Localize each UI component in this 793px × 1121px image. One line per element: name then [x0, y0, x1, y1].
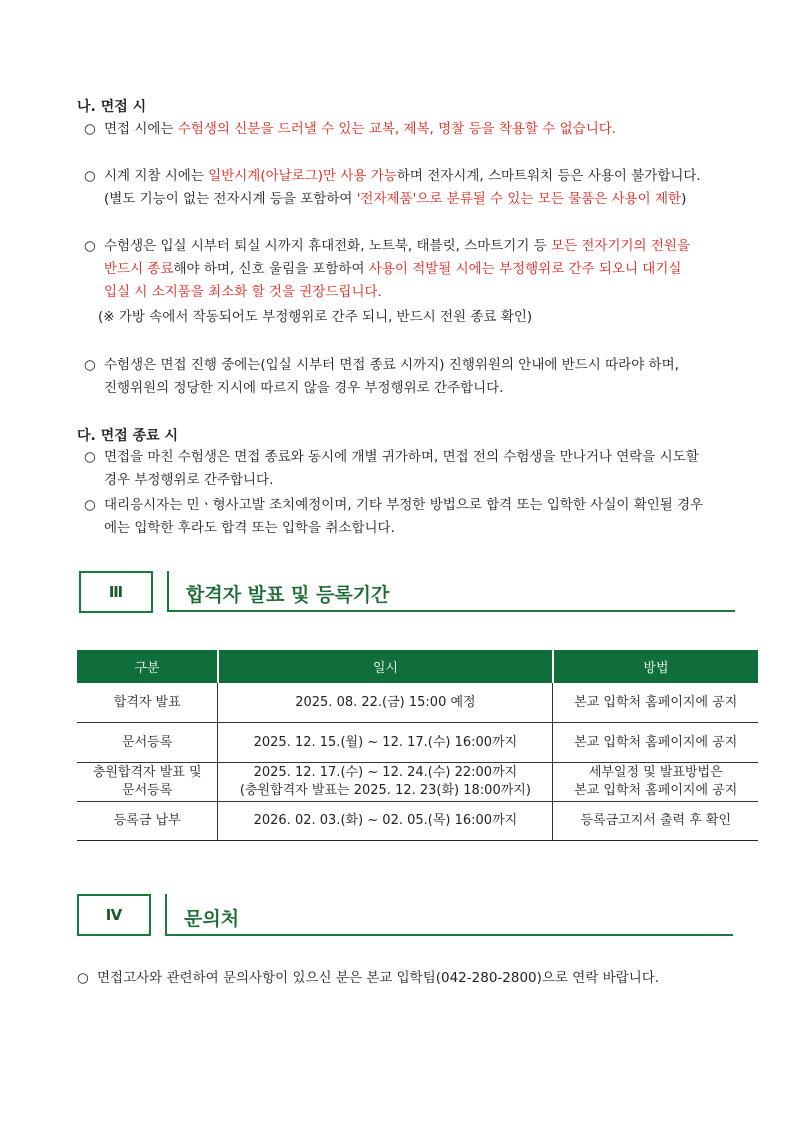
section3-title: 합격자 발표 및 등록기간 [186, 584, 390, 606]
interview-bullet-4 [84, 354, 744, 400]
red-text: 모든 전자기기의 전원을 [551, 238, 691, 254]
text: (별도 기능이 없는 전자시계 등을 포함하여 [104, 191, 357, 207]
red-text: 사용이 적발될 시에는 부정행위로 간주 되오니 대기실 [368, 261, 682, 277]
bullet-mark: ○ [84, 238, 96, 254]
text: ) [681, 191, 687, 207]
interview-bullet-2 [84, 165, 744, 211]
cell-method: 본교 입학처 홈페이지에 공지 [553, 723, 758, 763]
section4-divider [165, 894, 167, 935]
text: 수험생은 면접 진행 중에는(입실 시부터 면접 종료 시까지) 진행위원의 안내에 반드시 따라야 하며, [104, 357, 679, 373]
interview-heading: 나. 면접 시 [77, 99, 147, 115]
end-bullet-2 [84, 494, 744, 540]
table-row [77, 683, 758, 723]
text: 수험생은 입실 시부터 퇴실 시까지 휴대전화, 노트북, 태블릿, 스마트기기 등 [104, 238, 552, 254]
header-category: 구분 [77, 650, 218, 683]
table-row [77, 802, 758, 841]
text: 에는 입학한 후라도 합격 또는 입학을 취소합니다. [104, 520, 395, 536]
bullet-mark: ○ [84, 497, 96, 513]
section4-number-box: Ⅳ [77, 894, 151, 936]
cell-datetime: 2025. 12. 17.(수) ~ 12. 24.(수) 22:00까지 (충원합격자 발표는 2025. 12. 23(화) 18:00까지) [218, 763, 553, 802]
cell-datetime: 2025. 08. 22.(금) 15:00 예정 [218, 683, 553, 723]
header-method: 방법 [553, 650, 758, 683]
section4-title: 문의처 [184, 908, 240, 930]
cell-method: 본교 입학처 홈페이지에 공지 [553, 683, 758, 723]
contact-text: 면접고사와 관련하여 문의사항이 있으신 분은 본교 입학팀(042-280-2800)으로 연락 바랍니다. [97, 970, 660, 986]
red-text: 일반시계(아날로그)만 사용 가능 [208, 168, 397, 184]
header-datetime: 일시 [218, 650, 553, 683]
red-text: '전자제품'으로 분류될 수 있는 모든 물품은 사용이 제한 [356, 191, 682, 207]
text: 시계 지참 시에는 [104, 168, 209, 184]
cell-method: 세부일정 및 발표방법은 본교 입학처 홈페이지에 공지 [553, 763, 758, 802]
text: 면접 시에는 [104, 121, 178, 137]
section3-divider [167, 571, 169, 611]
section3-underline [167, 610, 735, 612]
interview-bullet-1 [84, 118, 744, 141]
cell-category: 충원합격자 발표 및 문서등록 [77, 763, 218, 802]
cell-category: 합격자 발표 [77, 683, 218, 723]
cell-method: 등록금고지서 출력 후 확인 [553, 802, 758, 841]
table-header-row [77, 650, 758, 683]
end-bullet-1 [84, 446, 744, 492]
cell-datetime: 2026. 02. 03.(화) ~ 02. 05.(목) 16:00까지 [218, 802, 553, 841]
red-text: 입실 시 소지품을 최소화 할 것을 권장드립니다. [104, 284, 382, 300]
cell-category: 문서등록 [77, 723, 218, 763]
cell-category: 등록금 납부 [77, 802, 218, 841]
section3-number-box: Ⅲ [79, 571, 153, 613]
end-heading: 다. 면접 종료 시 [77, 428, 179, 444]
red-text: 수험생의 신분을 드러낼 수 있는 교복, 제복, 명찰 등을 착용할 수 없습니다. [177, 121, 617, 137]
bullet-mark: ○ [84, 449, 96, 465]
cell-datetime: 2025. 12. 15.(월) ~ 12. 17.(수) 16:00까지 [218, 723, 553, 763]
bullet-mark: ○ [84, 357, 96, 373]
text: 해야 하며, 신호 울림을 포함하여 [173, 261, 369, 277]
bullet-mark: ○ [77, 970, 89, 986]
interview-note: (※ 가방 속에서 작동되어도 부정행위로 간주 되니, 반드시 전원 종료 확인) [98, 309, 533, 325]
red-text: 반드시 종료 [104, 261, 174, 277]
text: 대리응시자는 민ㆍ형사고발 조치예정이며, 기타 부정한 방법으로 합격 또는 입학한 사실이 확인될 경우 [104, 497, 704, 513]
text: 하며 전자시계, 스마트워치 등은 사용이 불가합니다. [396, 168, 701, 184]
table-row [77, 723, 758, 763]
text: 진행위원의 정당한 지시에 따르지 않을 경우 부정행위로 간주합니다. [104, 380, 504, 396]
bullet-mark: ○ [84, 168, 96, 184]
schedule-table [77, 650, 758, 841]
table-row [77, 763, 758, 802]
text: 경우 부정행위로 간주합니다. [104, 472, 274, 488]
bullet-mark: ○ [84, 121, 96, 137]
contact-bullet [77, 967, 777, 990]
interview-bullet-3 [84, 235, 744, 304]
section4-underline [165, 934, 733, 936]
text: 면접을 마친 수험생은 면접 종료와 동시에 개별 귀가하며, 면접 전의 수험생을 만나거나 연락을 시도할 [104, 449, 699, 465]
